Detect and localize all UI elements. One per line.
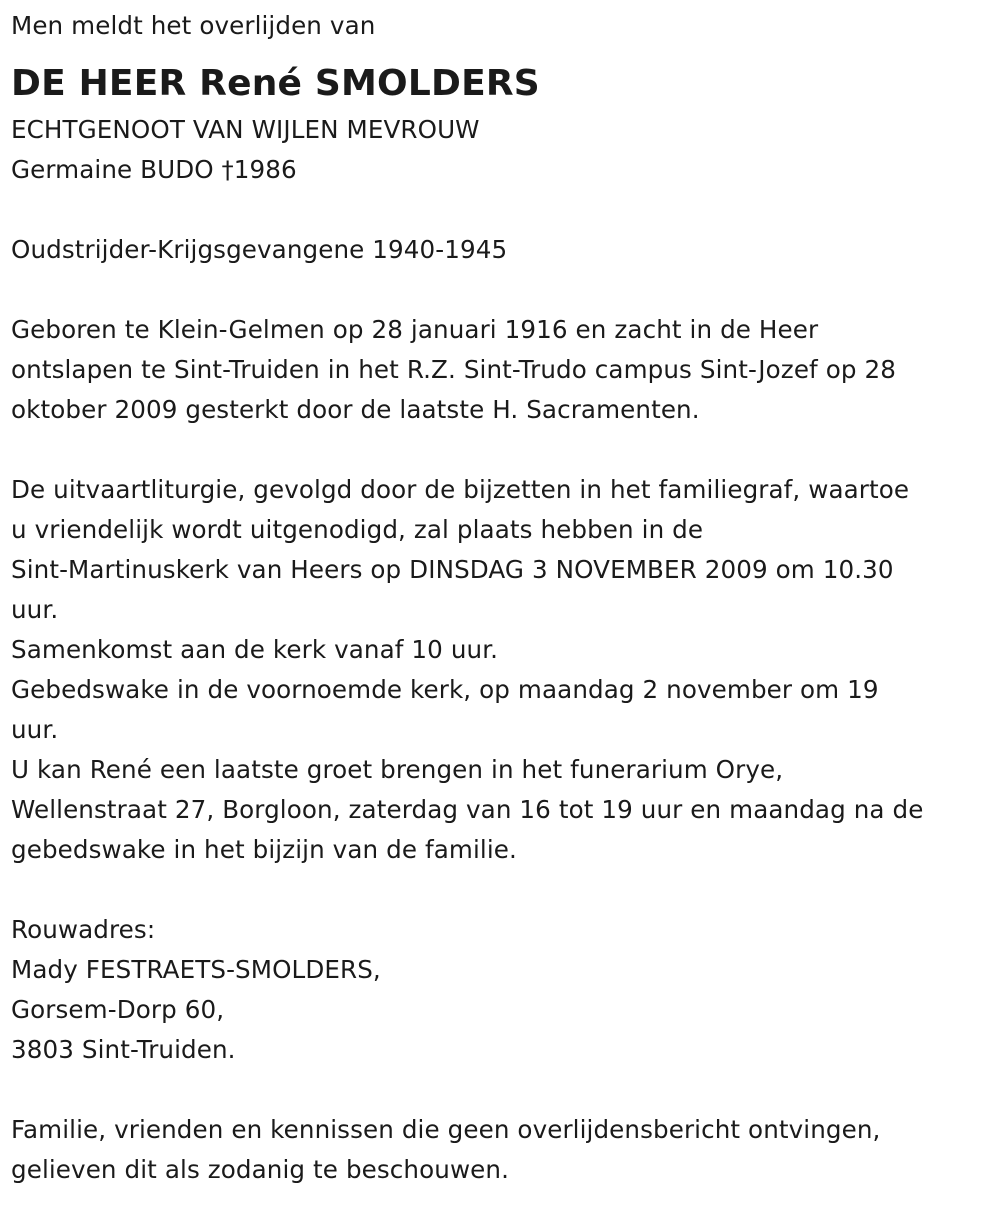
funeral-line: Sint-Martinuskerk van Heers op DINSDAG 3 NOVEMBER 2009 om 10.30 [11, 555, 894, 584]
cross-icon: † [221, 156, 234, 184]
spacer [11, 1070, 986, 1110]
birth-line: Geboren te Klein-Gelmen op 28 januari 1916 en zacht in de Heer [11, 315, 819, 344]
funeral-line: u vriendelijk wordt uitgenodigd, zal plaats hebben in de [11, 515, 704, 544]
birth-line: ontslapen te Sint-Truiden in het R.Z. Sint-Trudo campus Sint-Jozef op 28 [11, 355, 896, 384]
funeral-line: uur. [11, 715, 59, 744]
spouse-name: Germaine BUDO [11, 155, 214, 184]
address-line: Gorsem-Dorp 60, [11, 995, 225, 1024]
funeral-line: Gebedswake in de voornoemde kerk, op maandag 2 november om 19 [11, 675, 879, 704]
closing-line: gelieven dit als zodanig te beschouwen. [11, 1155, 509, 1184]
spouse-line-2 [11, 150, 986, 190]
funeral-line: Wellenstraat 27, Borgloon, zaterdag van 16 tot 19 uur en maandag na de [11, 795, 924, 824]
death-notice [11, 6, 986, 1190]
closing-line: Familie, vrienden en kennissen die geen overlijdensbericht ontvingen, [11, 1115, 881, 1144]
deceased-name: DE HEER René SMOLDERS [11, 63, 540, 104]
address-label: Rouwadres: [11, 915, 156, 944]
spacer [11, 270, 986, 310]
spouse-line-1: ECHTGENOOT VAN WIJLEN MEVROUW [11, 115, 480, 144]
funeral-line: U kan René een laatste groet brengen in het funerarium Orye, [11, 755, 784, 784]
address-line: Mady FESTRAETS-SMOLDERS, [11, 955, 381, 984]
funeral-line: De uitvaartliturgie, gevolgd door de bijzetten in het familiegraf, waartoe [11, 475, 910, 504]
spacer [11, 430, 986, 470]
spouse-death-year: 1986 [233, 155, 297, 184]
funeral-line: Samenkomst aan de kerk vanaf 10 uur. [11, 635, 499, 664]
veteran-line: Oudstrijder-Krijgsgevangene 1940-1945 [11, 235, 508, 264]
address-line: 3803 Sint-Truiden. [11, 1035, 236, 1064]
funeral-line: gebedswake in het bijzijn van de familie. [11, 835, 517, 864]
intro-line: Men meldt het overlijden van [11, 11, 376, 40]
birth-line: oktober 2009 gesterkt door de laatste H. Sacramenten. [11, 395, 700, 424]
spacer [11, 190, 986, 230]
spacer [11, 870, 986, 910]
funeral-line: uur. [11, 595, 59, 624]
